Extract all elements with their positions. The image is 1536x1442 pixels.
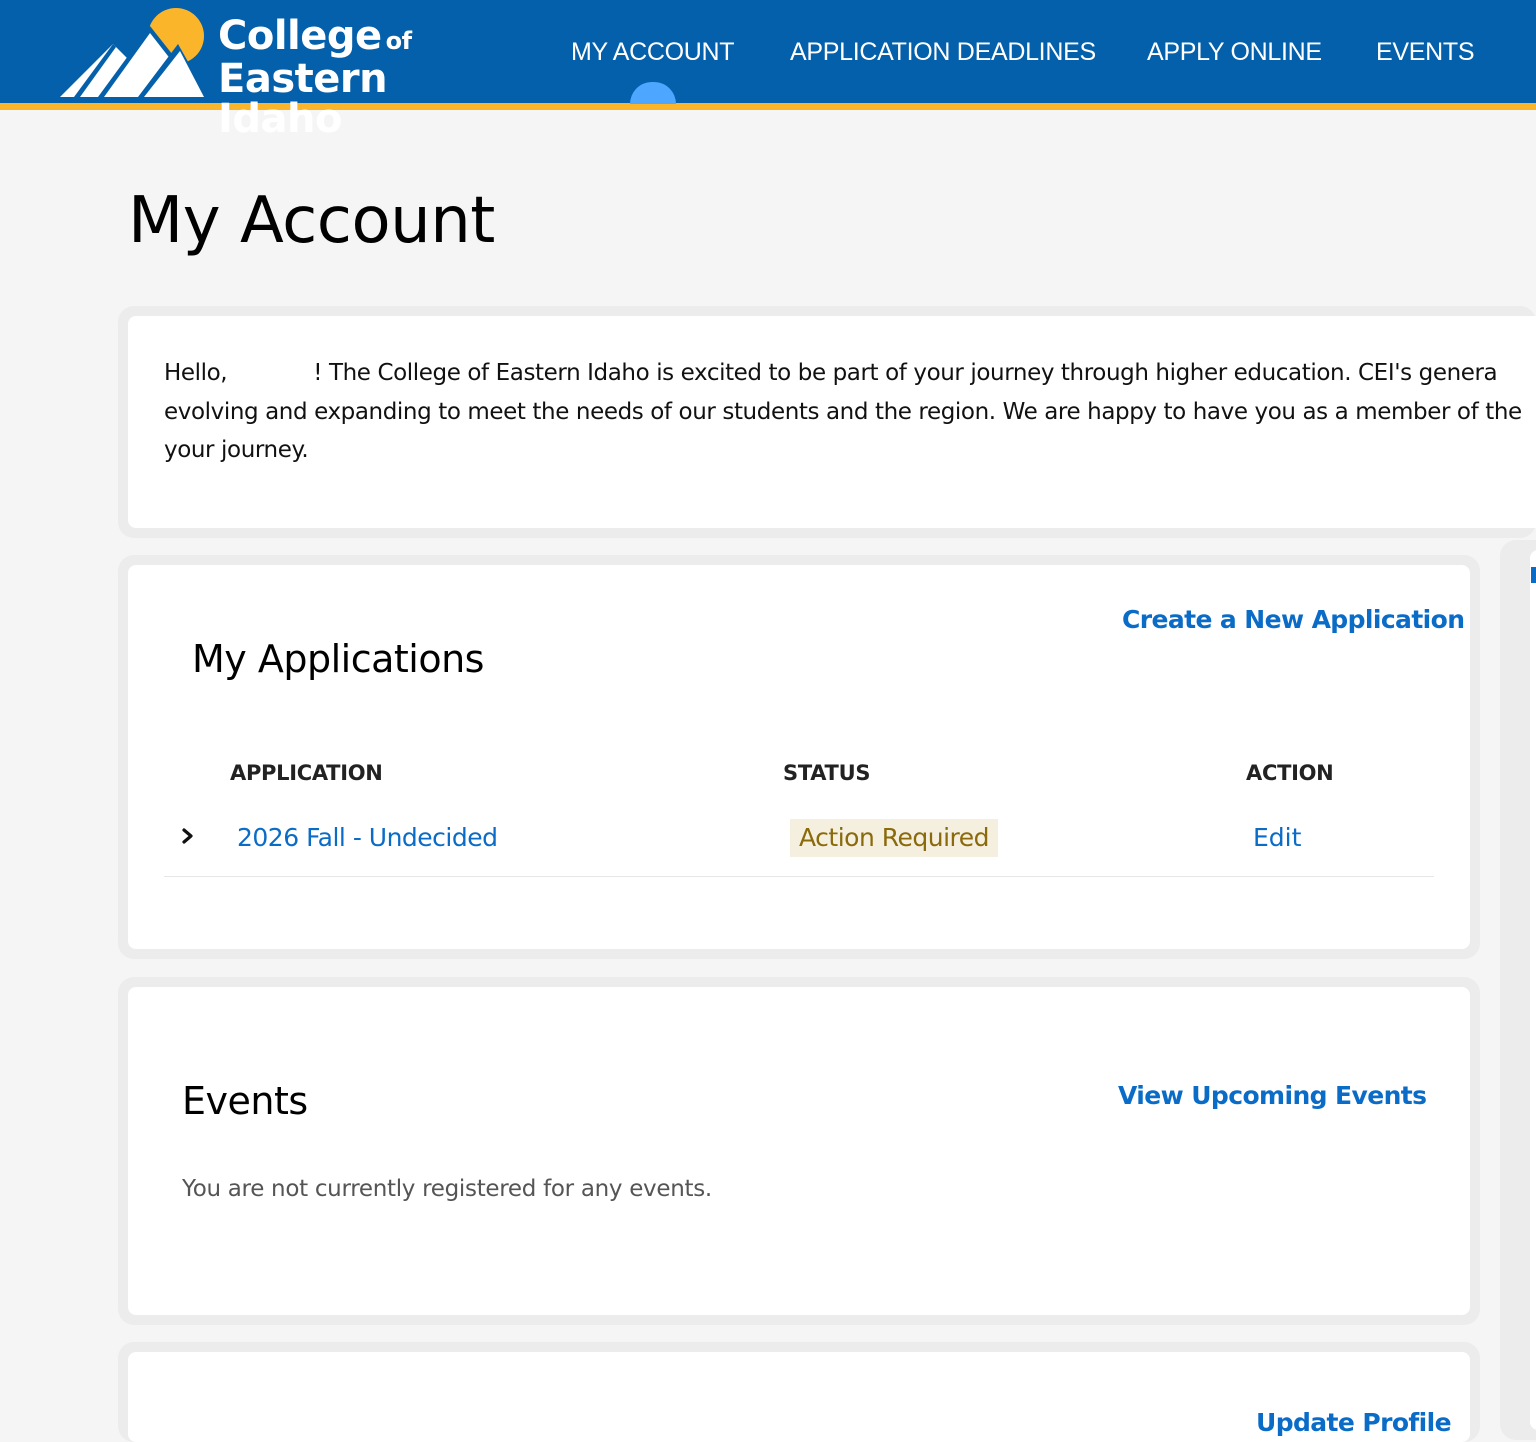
college-logo[interactable] [58, 6, 518, 142]
profile-card [128, 1352, 1470, 1442]
welcome-line1: ! The College of Eastern Idaho is excited to be part of your journey through higher education. CEI's genera [313, 360, 1498, 386]
mountain-sun-logo-icon [58, 6, 218, 98]
welcome-line2: evolving and expanding to meet the needs of our students and the region. We are happy to have you as a member of the [164, 398, 1522, 425]
events-card [128, 987, 1470, 1315]
logo-line2: Eastern Idaho [218, 56, 388, 142]
update-profile-link[interactable]: Update Profile [1256, 1408, 1451, 1437]
welcome-line3: your journey. [164, 437, 309, 463]
applications-card [128, 565, 1470, 949]
site-header [0, 0, 1536, 142]
create-application-link[interactable]: Create a New Application [1122, 605, 1465, 634]
table-row [164, 809, 1434, 877]
nav-events[interactable]: EVENTS [1376, 38, 1475, 66]
welcome-message [164, 354, 1536, 470]
welcome-card [128, 316, 1536, 528]
edit-application-link[interactable]: Edit [1253, 823, 1302, 852]
chevron-right-icon[interactable] [180, 826, 196, 846]
status-badge: Action Required [790, 819, 998, 857]
logo-wordmark [218, 13, 518, 142]
logo-of: of [385, 27, 412, 55]
column-header-action: ACTION [1246, 761, 1334, 785]
application-link[interactable]: 2026 Fall - Undecided [237, 823, 498, 852]
applications-title: My Applications [192, 637, 484, 681]
logo-line1: College [218, 13, 382, 59]
nav-apply-online[interactable]: APPLY ONLINE [1147, 38, 1322, 66]
right-column-link-fragment [1531, 567, 1536, 583]
active-nav-indicator [630, 82, 676, 104]
column-header-status: STATUS [783, 761, 871, 785]
events-title: Events [182, 1079, 308, 1123]
nav-application-deadlines[interactable]: APPLICATION DEADLINES [790, 38, 1096, 66]
events-empty-message: You are not currently registered for any events. [182, 1176, 712, 1202]
column-header-application: APPLICATION [230, 761, 383, 785]
greeting: Hello, [164, 360, 228, 386]
right-column-card [1530, 550, 1536, 1430]
nav-my-account[interactable]: MY ACCOUNT [571, 38, 735, 66]
page-title: My Account [128, 184, 495, 258]
view-upcoming-events-link[interactable]: View Upcoming Events [1118, 1081, 1427, 1110]
